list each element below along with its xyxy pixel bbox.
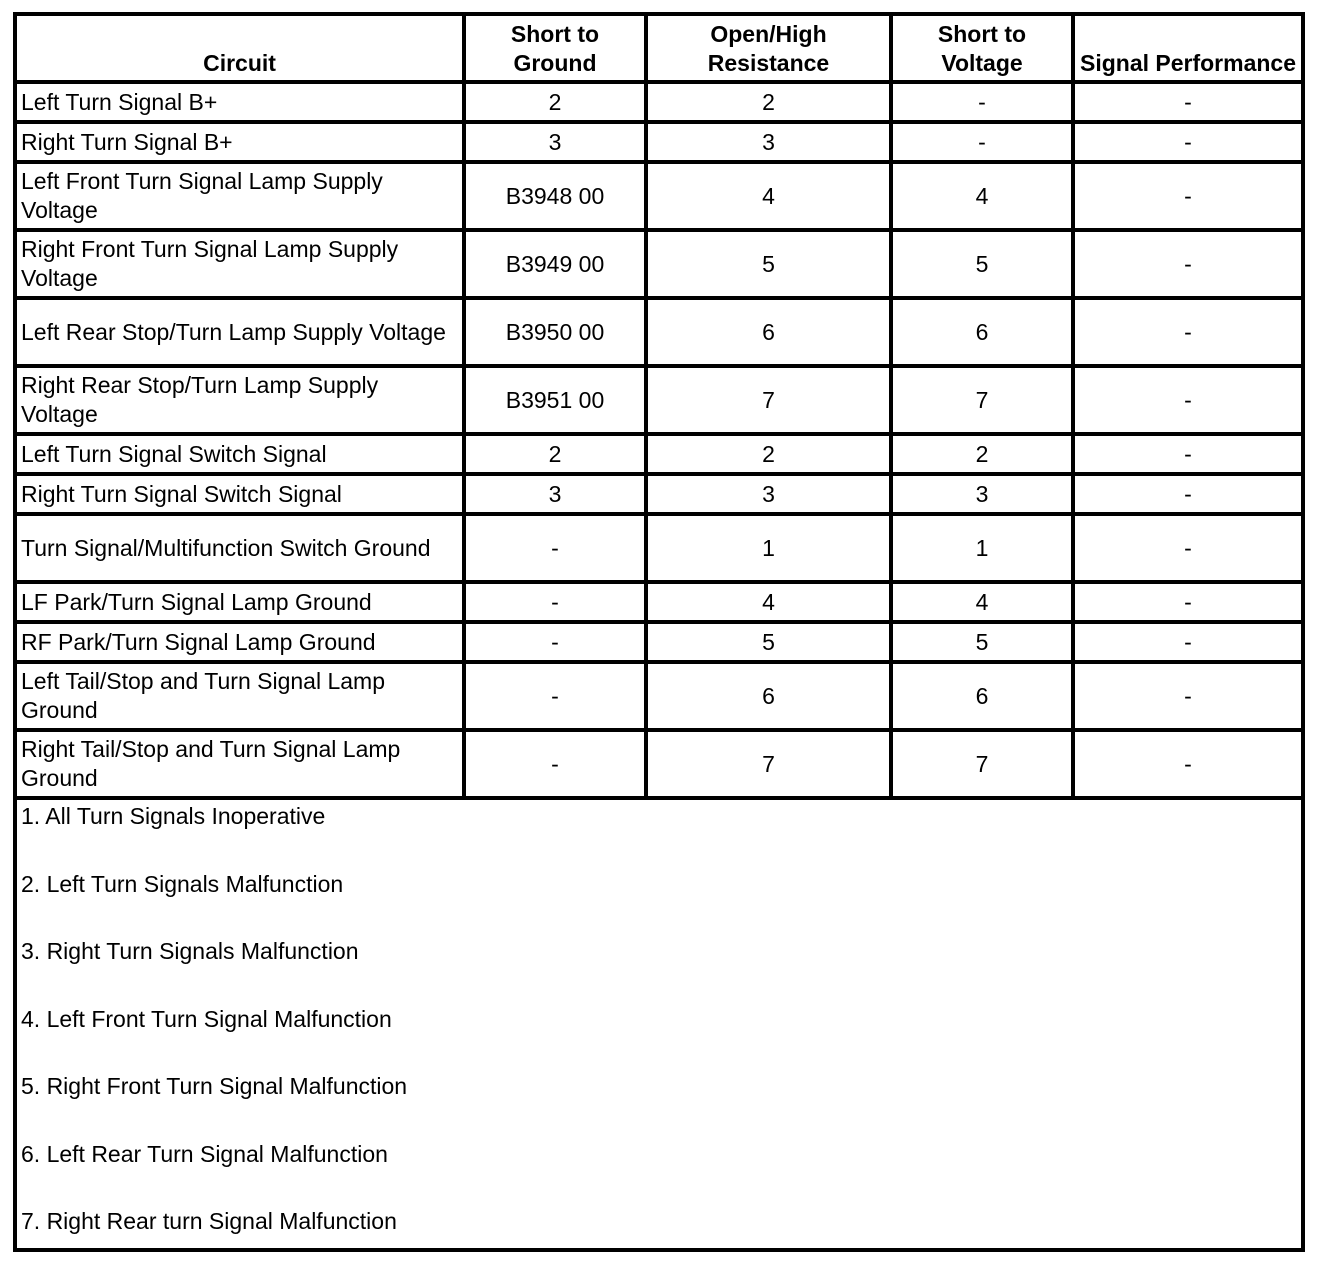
open-high-resistance-cell: 3 [646, 474, 891, 514]
short-to-ground-cell: 2 [464, 82, 646, 122]
short-to-ground-cell: - [464, 582, 646, 622]
signal-performance-cell: - [1073, 730, 1303, 798]
circuit-cell: Left Tail/Stop and Turn Signal Lamp Ground [15, 662, 464, 730]
short-to-ground-cell: 3 [464, 122, 646, 162]
signal-performance-cell: - [1073, 514, 1303, 582]
circuit-cell: Left Front Turn Signal Lamp Supply Voltage [15, 162, 464, 230]
short-to-ground-cell: - [464, 622, 646, 662]
table-row [15, 514, 1303, 582]
circuit-cell: Right Turn Signal Switch Signal [15, 474, 464, 514]
short-to-ground-cell: B3951 00 [464, 366, 646, 434]
signal-performance-cell: - [1073, 298, 1303, 366]
header-short-to-voltage: Short to Voltage [891, 14, 1073, 82]
short-to-voltage-cell: 4 [891, 162, 1073, 230]
table-row [15, 366, 1303, 434]
circuit-cell: Left Turn Signal B+ [15, 82, 464, 122]
signal-performance-cell: - [1073, 122, 1303, 162]
circuit-cell: Right Front Turn Signal Lamp Supply Voltage [15, 230, 464, 298]
table-row [15, 162, 1303, 230]
short-to-ground-cell: B3949 00 [464, 230, 646, 298]
circuit-cell: Turn Signal/Multifunction Switch Ground [15, 514, 464, 582]
symptom-notes [15, 798, 1303, 1250]
short-to-voltage-cell: - [891, 122, 1073, 162]
notes-row [15, 798, 1303, 1250]
circuit-cell: Right Turn Signal B+ [15, 122, 464, 162]
open-high-resistance-cell: 7 [646, 366, 891, 434]
table-row [15, 662, 1303, 730]
table-row [15, 622, 1303, 662]
signal-performance-cell: - [1073, 82, 1303, 122]
table-row [15, 730, 1303, 798]
open-high-resistance-cell: 6 [646, 662, 891, 730]
short-to-voltage-cell: 7 [891, 730, 1073, 798]
note-item: 7. Right Rear turn Signal Malfunction [21, 1208, 397, 1234]
circuit-diagnostic-table [13, 12, 1305, 1252]
table-row [15, 82, 1303, 122]
header-signal-performance: Signal Performance [1073, 14, 1303, 82]
open-high-resistance-cell: 4 [646, 582, 891, 622]
open-high-resistance-cell: 6 [646, 298, 891, 366]
short-to-voltage-cell: - [891, 82, 1073, 122]
signal-performance-cell: - [1073, 366, 1303, 434]
header-open-high-resistance: Open/High Resistance [646, 14, 891, 82]
table-header-row [15, 14, 1303, 82]
short-to-voltage-cell: 6 [891, 662, 1073, 730]
table-row [15, 434, 1303, 474]
table-row [15, 230, 1303, 298]
short-to-voltage-cell: 3 [891, 474, 1073, 514]
open-high-resistance-cell: 4 [646, 162, 891, 230]
note-item: 3. Right Turn Signals Malfunction [21, 938, 359, 964]
header-circuit: Circuit [15, 14, 464, 82]
note-item: 6. Left Rear Turn Signal Malfunction [21, 1140, 388, 1167]
open-high-resistance-cell: 2 [646, 82, 891, 122]
short-to-voltage-cell: 4 [891, 582, 1073, 622]
open-high-resistance-cell: 3 [646, 122, 891, 162]
table-row [15, 298, 1303, 366]
short-to-voltage-cell: 2 [891, 434, 1073, 474]
short-to-ground-cell: - [464, 662, 646, 730]
header-short-to-ground: Short to Ground [464, 14, 646, 82]
open-high-resistance-cell: 2 [646, 434, 891, 474]
short-to-voltage-cell: 6 [891, 298, 1073, 366]
circuit-cell: Left Turn Signal Switch Signal [15, 434, 464, 474]
short-to-ground-cell: B3950 00 [464, 298, 646, 366]
short-to-voltage-cell: 7 [891, 366, 1073, 434]
short-to-ground-cell: 2 [464, 434, 646, 474]
open-high-resistance-cell: 5 [646, 230, 891, 298]
signal-performance-cell: - [1073, 162, 1303, 230]
signal-performance-cell: - [1073, 474, 1303, 514]
note-item: 5. Right Front Turn Signal Malfunction [21, 1073, 408, 1099]
short-to-ground-cell: - [464, 730, 646, 798]
signal-performance-cell: - [1073, 230, 1303, 298]
short-to-ground-cell: - [464, 514, 646, 582]
circuit-cell: Right Rear Stop/Turn Lamp Supply Voltage [15, 366, 464, 434]
open-high-resistance-cell: 1 [646, 514, 891, 582]
signal-performance-cell: - [1073, 434, 1303, 474]
circuit-cell: RF Park/Turn Signal Lamp Ground [15, 622, 464, 662]
signal-performance-cell: - [1073, 622, 1303, 662]
open-high-resistance-cell: 7 [646, 730, 891, 798]
signal-performance-cell: - [1073, 582, 1303, 622]
short-to-voltage-cell: 1 [891, 514, 1073, 582]
note-item: 2. Left Turn Signals Malfunction [21, 870, 344, 897]
table-row [15, 474, 1303, 514]
open-high-resistance-cell: 5 [646, 622, 891, 662]
short-to-ground-cell: B3948 00 [464, 162, 646, 230]
circuit-cell: Left Rear Stop/Turn Lamp Supply Voltage [15, 298, 464, 366]
short-to-ground-cell: 3 [464, 474, 646, 514]
circuit-cell: Right Tail/Stop and Turn Signal Lamp Ground [15, 730, 464, 798]
short-to-voltage-cell: 5 [891, 622, 1073, 662]
note-item: 1. All Turn Signals Inoperative [21, 803, 326, 829]
note-item: 4. Left Front Turn Signal Malfunction [21, 1005, 392, 1032]
table-row [15, 582, 1303, 622]
signal-performance-cell: - [1073, 662, 1303, 730]
circuit-cell: LF Park/Turn Signal Lamp Ground [15, 582, 464, 622]
table-row [15, 122, 1303, 162]
short-to-voltage-cell: 5 [891, 230, 1073, 298]
